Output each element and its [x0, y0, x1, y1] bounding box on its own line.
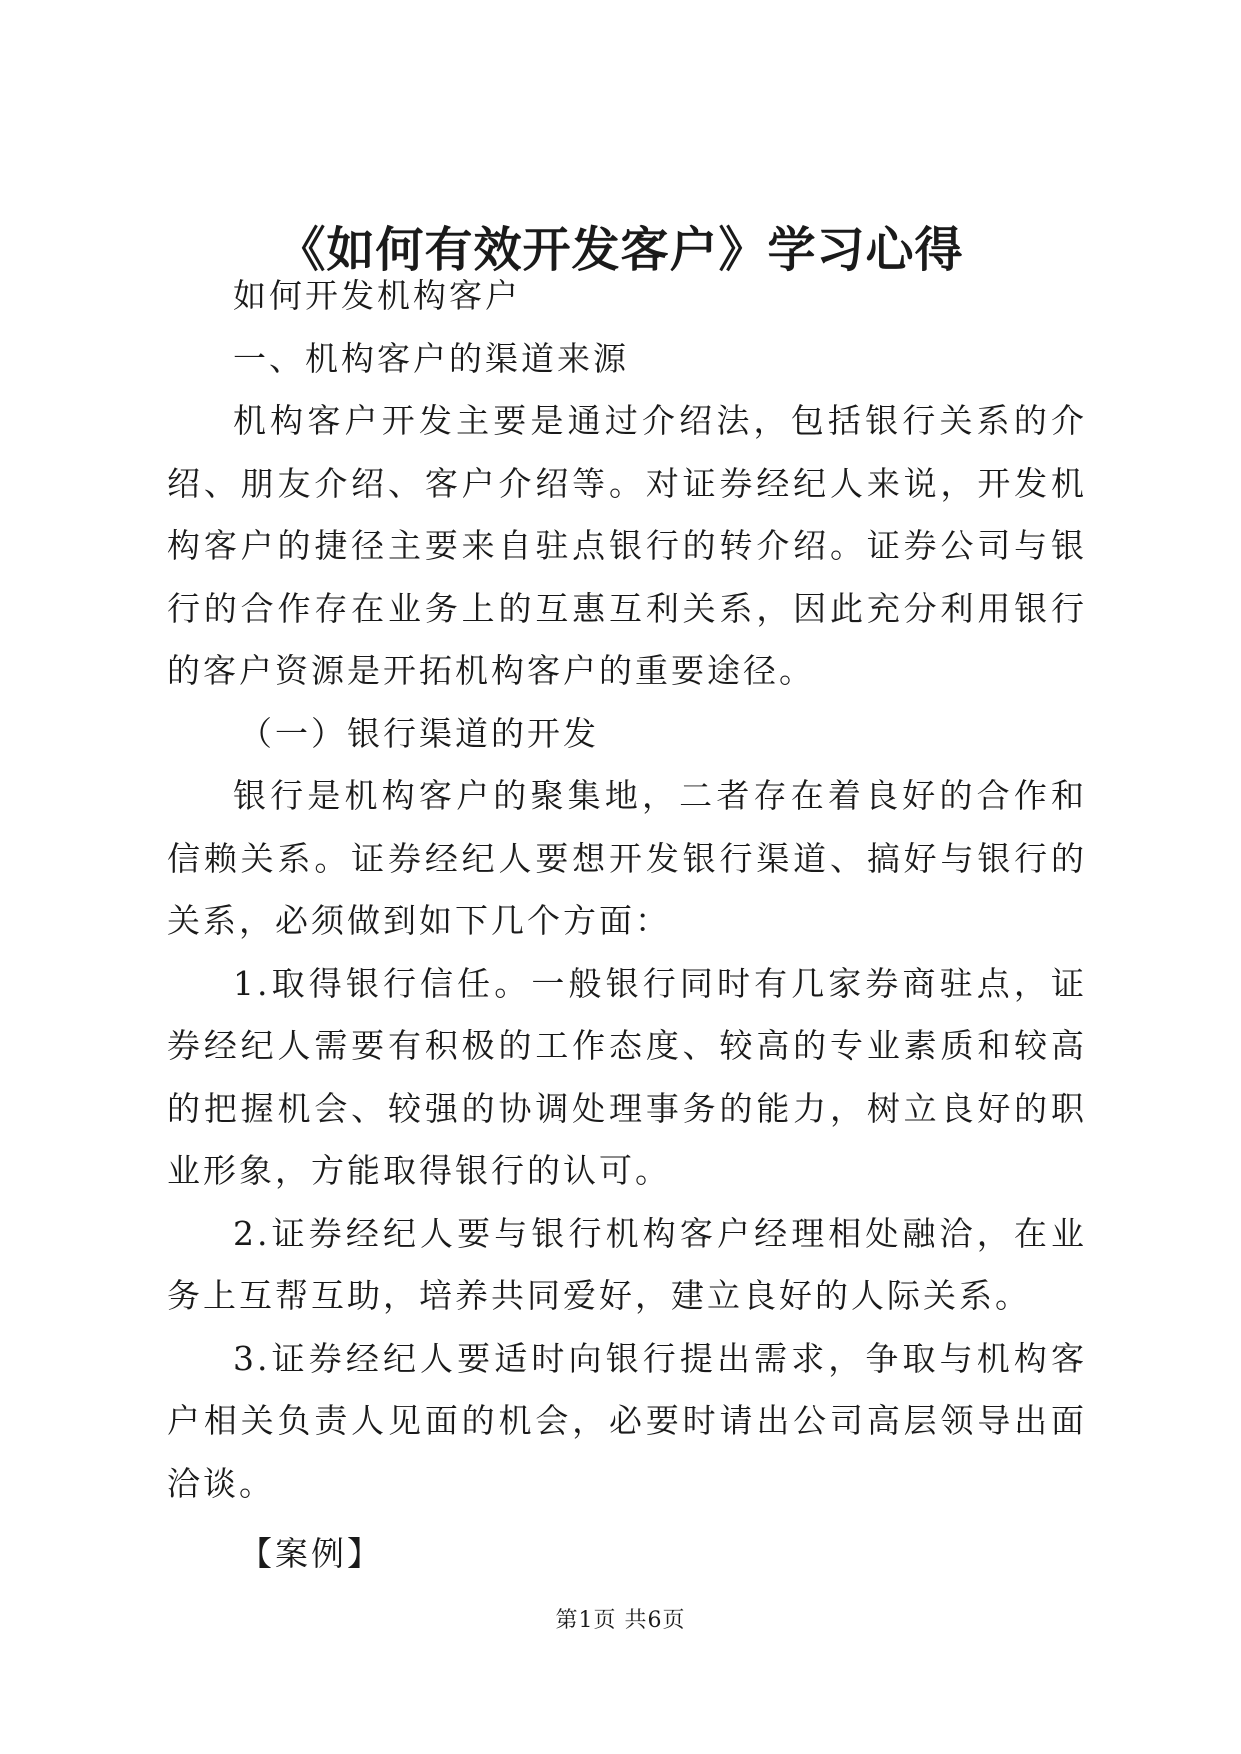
- section-heading: 一、机构客户的渠道来源: [233, 338, 629, 378]
- list-item: 2.证券经纪人要与银行机构客户经理相处融洽，在业务上互帮互助，培养共同爱好，建立良好的人际关系。: [167, 1213, 1087, 1315]
- document-title: 《如何有效开发客户》学习心得: [277, 222, 964, 278]
- list-item: 1.取得银行信任。一般银行同时有几家券商驻点，证券经纪人需要有积极的工作态度、较高的专业素质和较高的把握机会、较强的协调处理事务的能力，树立良好的职业形象，方能取得银行的认可。: [167, 963, 1087, 1190]
- subsection-heading: （一）银行渠道的开发: [239, 713, 599, 753]
- paragraph: 银行是机构客户的聚集地，二者存在着良好的合作和信赖关系。证券经纪人要想开发银行渠道、搞好与银行的关系，必须做到如下几个方面：: [167, 776, 1087, 940]
- paragraph: 机构客户开发主要是通过介绍法，包括银行关系的介绍、朋友介绍、客户介绍等。对证券经纪人来说，开发机构客户的捷径主要来自驻点银行的转介绍。证券公司与银行的合作存在业务上的互惠互利关系，因此充分利用银行的客户资源是开拓机构客户的重要途径。: [167, 401, 1087, 690]
- list-item: 3.证券经纪人要适时向银行提出需求，争取与机构客户相关负责人见面的机会，必要时请出公司高层领导出面洽谈。: [167, 1338, 1087, 1503]
- page-footer: 第1页 共6页: [555, 1608, 686, 1633]
- case-heading: 【案例】: [239, 1534, 383, 1573]
- paragraph: 如何开发机构客户: [233, 276, 521, 315]
- document-body: [167, 265, 1087, 1586]
